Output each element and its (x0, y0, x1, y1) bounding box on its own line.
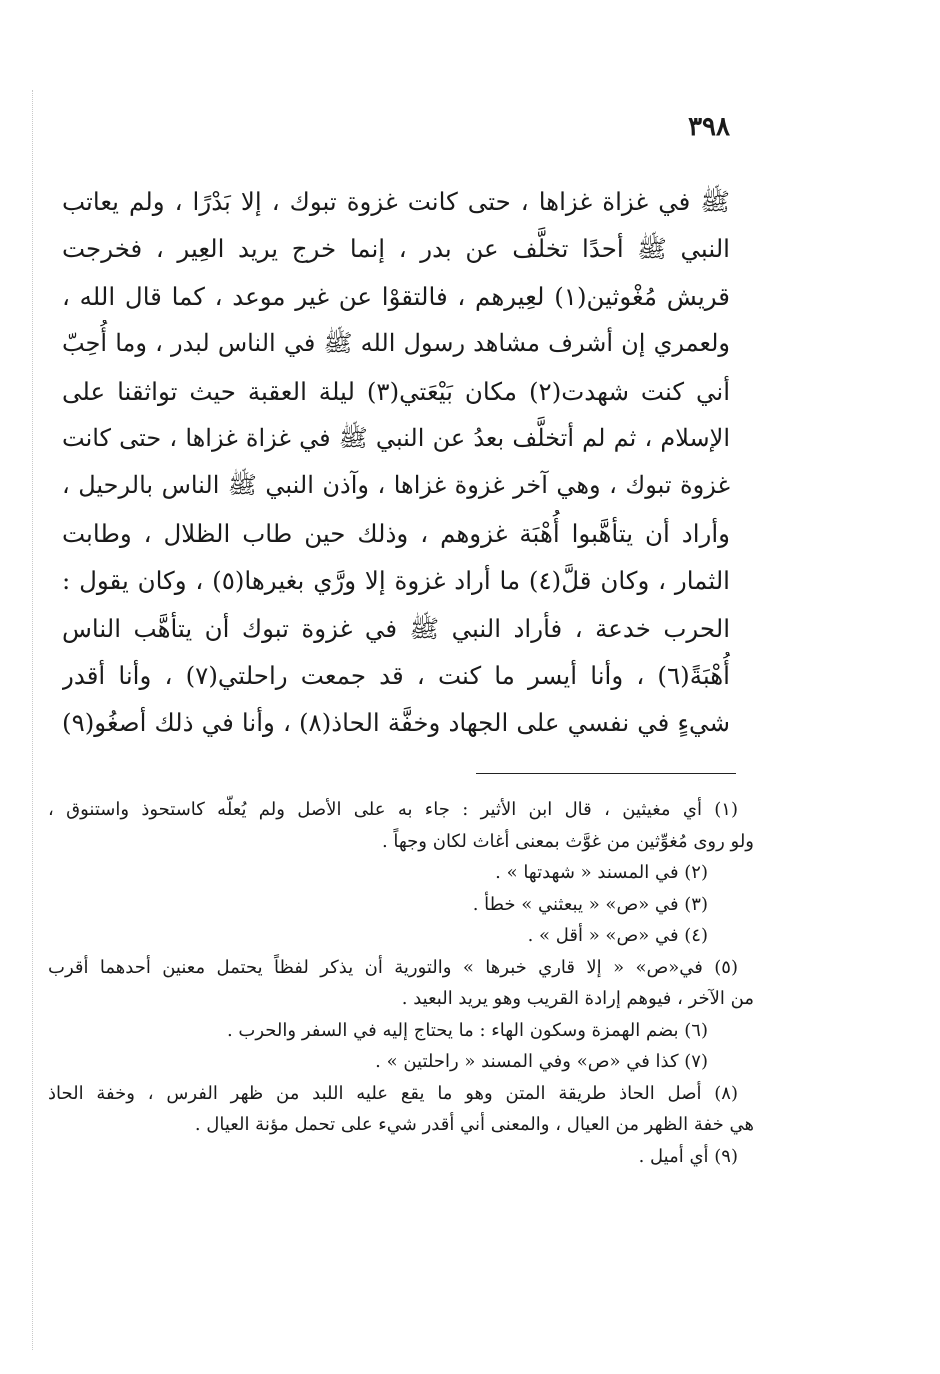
footnote-line: ولو روى مُغوِّثين من غوَّث بمعنى أغاث لكان وجهاً . (381, 830, 754, 852)
main-text-line: الحرب خدعة ، فأراد النبي ﷺ في غزوة تبوك أن يتأهَّب الناس (62, 613, 730, 643)
main-text-line: ولعمري إن أشرف مشاهد رسول الله ﷺ في الناس لبدر ، وما أُحِبّ (62, 329, 730, 358)
footnote-line: من الآخر ، فيوهم إرادة القريب وهو يريد البعيد . (401, 988, 754, 1009)
footnote-line: (٨) أصل الحاذ طريقة المتن وهو ما يقع عليه اللبد من ظهر الفرس ، وخفة الحاذ (48, 1082, 738, 1104)
main-text-line: شيءٍ في نفسي على الجهاد وخفَّة الحاذ(٨) ، وأنا في ذلك أصغُو(٩) (62, 708, 730, 738)
margin-rule (32, 90, 33, 1350)
main-text-line: غزوة تبوك ، وهي آخر غزوة غزاها ، وآذن النبي ﷺ الناس بالرحيل ، (62, 471, 730, 500)
footnotes (48, 794, 754, 1172)
footnote-line: (٥) في«ص» « إلا قاري خبرها » والتورية أن يذكر لفظاً يحتمل معنين أحدهما أقرب (48, 956, 738, 978)
footnote-line: (٧) كذا في «ص» وفي المسند « راحلتين » . (375, 1051, 708, 1072)
main-text-line: ﷺ في غزاة غزاها ، حتى كانت غزوة تبوك ، إلا بَدْرًا ، ولم يعاتب (62, 187, 730, 216)
footnote-divider (476, 773, 736, 774)
page-number: ٣٩٨ (688, 112, 730, 142)
footnote-line: (١) أي مغيثين ، قال ابن الأثير : جاء به على الأصل ولم يُعلّه كاستحوذ واستنوق ، (48, 799, 738, 820)
footnote-line: (٣) في «ص» « يبعثني » خطأ . (472, 893, 708, 915)
footnote-line: (٢) في المسند « شهدتها » . (495, 862, 708, 883)
footnote-line: (٦) بضم الهمزة وسكون الهاء : ما يحتاج إليه في السفر والحرب . (226, 1019, 708, 1041)
main-text-line: أُهْبَةً(٦) ، وأنا أيسر ما كنت ، قد جمعت راحلتي(٧) ، وأنا أقدر (62, 660, 730, 690)
main-text (62, 178, 730, 747)
footnote-line: (٩) أي أميل . (638, 1145, 738, 1167)
footnote-line: (٤) في «ص» « أقل » . (527, 925, 708, 946)
main-text-line: الإسلام ، ثم لم أتخلَّف بعدُ عن النبي ﷺ في غزاة غزاها ، حتى كانت (62, 423, 730, 452)
main-text-line: وأراد أن يتأهَّبوا أُهْبَة غزوهم ، وذلك حين طاب الظلال ، وطابت (62, 518, 730, 548)
footnote-line: هي خفة الظهر من العيال ، والمعنى أني أقدر شيء على تحمل مؤنة العيال . (194, 1114, 754, 1135)
main-text-line: الثمار ، وكان قلَّ(٤) ما أراد غزوة إلا ورَّي بغيرها(٥) ، وكان يقول : (62, 566, 730, 596)
main-text-line: قريش مُغْوثين(١) لعِيرهم ، فالتقوْا عن غير موعد ، كما قال الله ، (62, 281, 730, 311)
main-text-line: أني كنت شهدت(٢) مكان بَيْعَتي(٣) ليلة العقبة حيث تواثقنا على (62, 376, 730, 406)
main-text-line: النبي ﷺ أحدًا تخلَّف عن بدر ، إنما خرج يريد العِير ، فخرجت (62, 234, 730, 264)
